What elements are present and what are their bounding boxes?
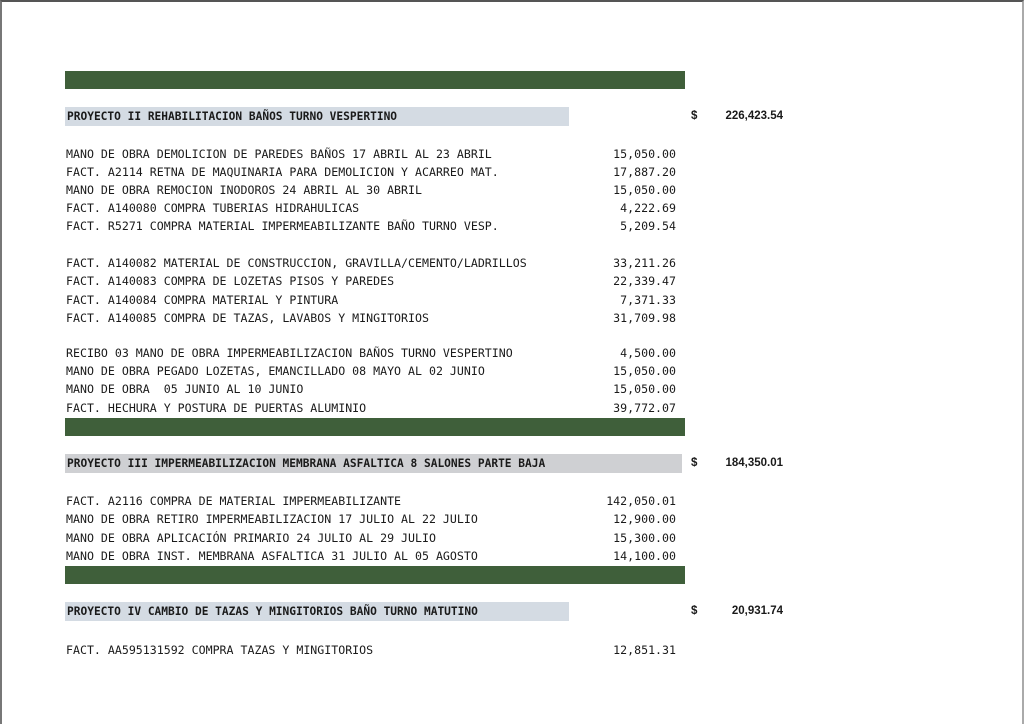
line-item	[66, 145, 676, 163]
line-amount: 15,300.00	[613, 531, 676, 545]
line-amount: 22,339.47	[613, 274, 676, 288]
line-amount: 4,222.69	[620, 201, 676, 215]
project-2-total: 226,423.54	[725, 110, 783, 122]
project-2-header: PROYECTO II REHABILITACION BAÑOS TURNO VESPERTINO	[65, 107, 569, 126]
line-item	[66, 492, 676, 510]
section-divider-band	[65, 566, 685, 584]
line-desc: FACT. R5271 COMPRA MATERIAL IMPERMEABILIZANTE BAÑO TURNO VESP.	[66, 219, 499, 233]
project-3-currency: $	[691, 457, 698, 469]
line-amount: 17,887.20	[613, 165, 676, 179]
line-amount: 4,500.00	[620, 346, 676, 360]
line-amount: 39,772.07	[613, 401, 676, 415]
line-item	[66, 199, 676, 217]
line-item	[66, 641, 676, 659]
line-item	[66, 380, 676, 398]
line-desc: FACT. A140083 COMPRA DE LOZETAS PISOS Y PAREDES	[66, 274, 395, 288]
project-2-currency: $	[691, 110, 698, 122]
line-amount: 5,209.54	[620, 219, 676, 233]
line-amount: 31,709.98	[613, 311, 676, 325]
line-desc: MANO DE OBRA 05 JUNIO AL 10 JUNIO	[66, 382, 304, 396]
project-4-total: 20,931.74	[731, 605, 783, 617]
line-desc: FACT. A140085 COMPRA DE TAZAS, LAVABOS Y MINGITORIOS	[66, 311, 429, 325]
line-desc: FACT. A2116 COMPRA DE MATERIAL IMPERMEABILIZANTE	[66, 494, 402, 508]
line-item	[66, 217, 676, 235]
line-desc: FACT. HECHURA Y POSTURA DE PUERTAS ALUMINIO	[66, 401, 367, 415]
line-amount: 7,371.33	[620, 293, 676, 307]
line-item	[66, 362, 676, 380]
line-desc: FACT. AA595131592 COMPRA TAZAS Y MINGITORIOS	[66, 643, 374, 657]
line-amount: 15,050.00	[613, 147, 676, 161]
line-item	[66, 163, 676, 181]
line-amount: 15,050.00	[613, 382, 676, 396]
line-desc: FACT. A140080 COMPRA TUBERIAS HIDRAHULICAS	[66, 201, 360, 215]
line-item	[66, 399, 676, 417]
project-4-header: PROYECTO IV CAMBIO DE TAZAS Y MINGITORIOS BAÑO TURNO MATUTINO	[65, 602, 569, 621]
line-amount: 15,050.00	[613, 183, 676, 197]
line-amount: 142,050.01	[606, 494, 676, 508]
line-amount: 33,211.26	[613, 256, 676, 270]
project-4-currency: $	[691, 605, 698, 617]
line-amount: 15,050.00	[613, 364, 676, 378]
line-item	[66, 272, 676, 290]
line-desc: MANO DE OBRA PEGADO LOZETAS, EMANCILLADO 08 MAYO AL 02 JUNIO	[66, 364, 485, 378]
line-desc: MANO DE OBRA DEMOLICION DE PAREDES BAÑOS 17 ABRIL AL 23 ABRIL	[66, 147, 492, 161]
project-3-header: PROYECTO III IMPERMEABILIZACION MEMBRANA ASFALTICA 8 SALONES PARTE BAJA	[65, 454, 682, 473]
line-amount: 12,851.31	[613, 643, 676, 657]
line-item	[66, 344, 676, 362]
line-item	[66, 510, 676, 528]
line-item	[66, 181, 676, 199]
line-desc: MANO DE OBRA RETIRO IMPERMEABILIZACION 17 JULIO AL 22 JULIO	[66, 512, 478, 526]
line-desc: MANO DE OBRA APLICACIÓN PRIMARIO 24 JULIO AL 29 JULIO	[66, 531, 436, 545]
line-item	[66, 529, 676, 547]
line-desc: RECIBO 03 MANO DE OBRA IMPERMEABILIZACION BAÑOS TURNO VESPERTINO	[66, 346, 513, 360]
section-divider-band	[65, 418, 685, 436]
line-amount: 12,900.00	[613, 512, 676, 526]
line-item	[66, 547, 676, 565]
section-divider-band	[65, 71, 685, 89]
line-desc: MANO DE OBRA INST. MEMBRANA ASFALTICA 31 JULIO AL 05 AGOSTO	[66, 549, 478, 563]
line-desc: FACT. A140082 MATERIAL DE CONSTRUCCION, GRAVILLA/CEMENTO/LADRILLOS	[66, 256, 527, 270]
line-amount: 14,100.00	[613, 549, 676, 563]
line-item	[66, 309, 676, 327]
line-item	[66, 254, 676, 272]
project-3-total: 184,350.01	[725, 457, 783, 469]
line-item	[66, 291, 676, 309]
line-desc: FACT. A140084 COMPRA MATERIAL Y PINTURA	[66, 293, 339, 307]
line-desc: FACT. A2114 RETNA DE MAQUINARIA PARA DEMOLICION Y ACARREO MAT.	[66, 165, 499, 179]
line-desc: MANO DE OBRA REMOCION INODOROS 24 ABRIL AL 30 ABRIL	[66, 183, 422, 197]
